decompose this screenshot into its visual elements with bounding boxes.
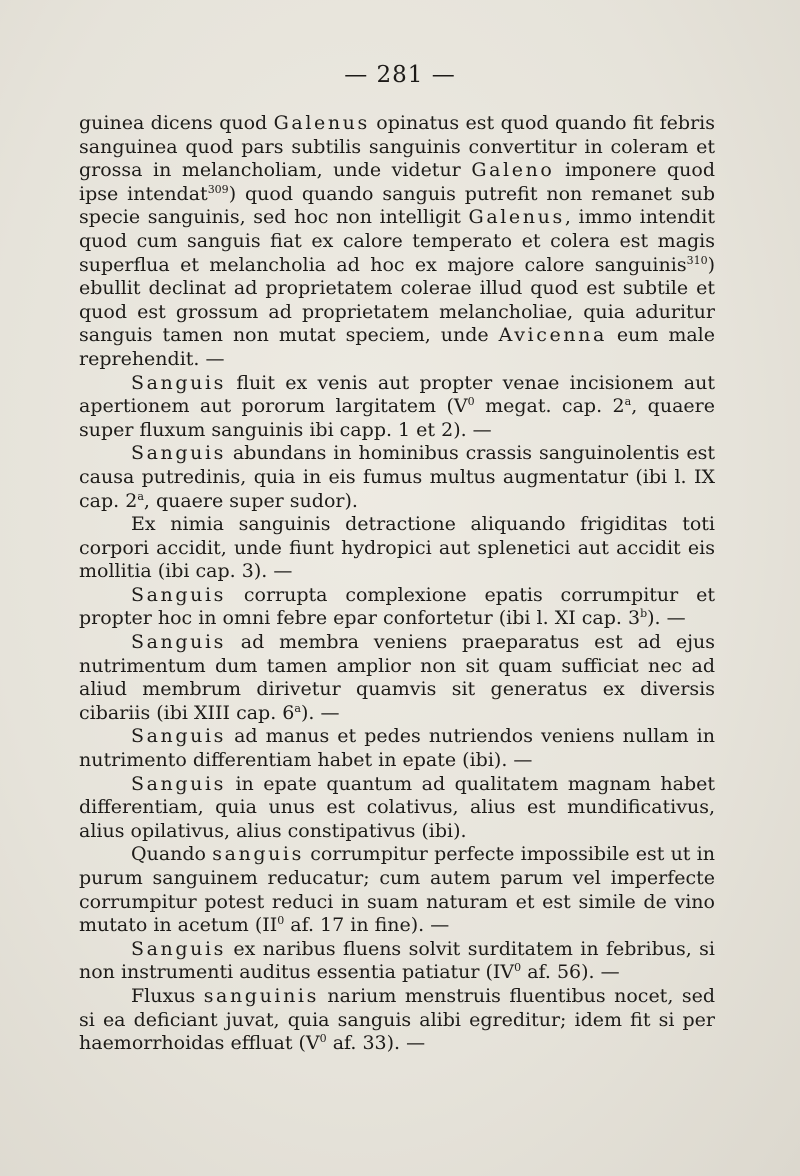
paragraph bbox=[79, 843, 715, 937]
text-run: af. 33). — bbox=[326, 1032, 426, 1055]
text-run: ). — bbox=[300, 701, 340, 724]
spaced-term: Sanguis bbox=[131, 583, 227, 606]
paragraph bbox=[79, 372, 715, 443]
text-run: corrumpitur perfecte impossibile est ut in purum sanguinem reducatur; cum autem parum vel imperfecte corrumpitur potest reduci in suam naturam et est simile de vino mutato in acetum (II bbox=[79, 843, 715, 937]
spaced-term: Sanguis bbox=[131, 631, 227, 654]
text-run: ). — bbox=[647, 607, 686, 630]
text-run: fluit ex venis aut propter venae incisionem aut apertionem aut pororum largitatem (V bbox=[79, 371, 715, 418]
text-run: af. 17 in fine). — bbox=[284, 914, 450, 937]
paragraph bbox=[79, 631, 715, 725]
page-number: — 281 — bbox=[344, 62, 456, 88]
text-run: in epate quantum ad qualitatem magnam habet differentiam, quia unus est colativus, alius est mundificativus, alius opilativus, alius constipativus (ibi). bbox=[79, 772, 715, 842]
spaced-term: Sanguis bbox=[131, 725, 227, 748]
paragraph bbox=[79, 773, 715, 844]
footnote-marker: a bbox=[294, 701, 301, 715]
text-run: Ex nimia sanguinis detractione aliquando frigiditas toti corpori accidit, unde fiunt hydropici aut splenetici aut accidit eis mollitia (ibi cap. 3). — bbox=[79, 513, 715, 583]
spaced-term: Sanguis bbox=[131, 937, 227, 960]
paragraph bbox=[79, 513, 715, 584]
paragraph bbox=[79, 112, 715, 372]
spaced-term: sanguinis bbox=[203, 984, 319, 1007]
text-run: abundans in hominibus crassis sanguinolentis est causa putredinis, quia in eis fumus multus augmentatur (ibi l. IX cap. 2 bbox=[79, 442, 715, 512]
text-run: , quaere super fluxum sanguinis ibi capp. 1 et 2). — bbox=[79, 395, 715, 441]
text-run: imponere quod ipse intendat bbox=[79, 159, 715, 205]
spaced-term: Sanguis bbox=[131, 772, 227, 795]
spaced-term: Galenus bbox=[273, 112, 370, 134]
text-run: corrupta complexione epatis corrumpitur et propter hoc in omni febre epar confortetur (ibi l. XI cap. 3 bbox=[79, 583, 715, 630]
text-run: Quando bbox=[131, 843, 213, 866]
page-body bbox=[79, 112, 715, 1056]
paragraph bbox=[79, 442, 715, 513]
text-run: ) quod quando sanguis putrefit non remanet sub specie sanguinis, sed hoc non intelligit bbox=[79, 182, 715, 229]
paragraph bbox=[79, 938, 715, 985]
spaced-term: sanguis bbox=[212, 843, 304, 866]
footnote-marker: b bbox=[640, 607, 648, 621]
text-run: , quaere super sudor). bbox=[143, 489, 358, 512]
spaced-term: Galenus bbox=[468, 206, 565, 229]
text-run: Fluxus bbox=[131, 984, 204, 1007]
footnote-marker: a bbox=[624, 395, 632, 409]
footnote-marker: 309 bbox=[207, 182, 229, 196]
spaced-term: Sanguis bbox=[131, 371, 227, 394]
text-run: ad manus et pedes nutriendos veniens nullam in nutrimento differentiam habet in epate (ibi). — bbox=[79, 725, 715, 772]
footnote-marker: 310 bbox=[686, 253, 708, 267]
text-run: eum male reprehendit. — bbox=[79, 324, 715, 370]
paragraph bbox=[79, 985, 715, 1056]
footnote-marker: 0 bbox=[277, 914, 285, 928]
spaced-term: Sanguis bbox=[131, 442, 227, 465]
text-run: , immo intendit quod cum sanguis fiat ex calore temperato et colera est magis superflua et melancholia ad hoc ex majore calore sanguinis bbox=[79, 206, 715, 276]
text-run: ) ebullit declinat ad proprietatem colerae illud quod est subtile et quod est grossum ad proprietatem melancholiae, quia aduritur sanguis tamen non mutat speciem, unde bbox=[79, 253, 715, 347]
spaced-term: Galeno bbox=[471, 159, 555, 182]
spaced-term: Avicenna bbox=[498, 324, 607, 347]
footnote-marker: 0 bbox=[514, 961, 522, 975]
text-run: ex naribus fluens solvit surditatem in febribus, si non instrumenti auditus essentia patiatur (IV bbox=[79, 937, 715, 984]
footnote-marker: 0 bbox=[319, 1032, 327, 1046]
text-run: narium menstruis fluentibus nocet, sed si ea deficiant juvat, quia sanguis alibi egreditur; idem fit si per haemorrhoidas effluat (V bbox=[79, 984, 715, 1055]
paragraph bbox=[79, 725, 715, 772]
text-run: af. 56). — bbox=[521, 961, 620, 984]
text-run: megat. cap. 2 bbox=[474, 395, 625, 418]
footnote-marker: 0 bbox=[467, 395, 475, 409]
text-run: guinea dicens quod bbox=[79, 112, 274, 134]
paragraph bbox=[79, 584, 715, 631]
text-run: ad membra veniens praeparatus est ad ejus nutrimentum dum tamen amplior non sit quam sufficiat nec ad aliud membrum dirivetur quamvis sit generatus ex diversis cibariis (ibi XIII cap. 6 bbox=[79, 631, 715, 724]
footnote-marker: a bbox=[137, 489, 144, 503]
text-run: opinatus est quod quando fit febris sanguinea quod pars subtilis sanguinis convertitur in coleram et grossa in melancholiam, unde videtur bbox=[79, 112, 715, 182]
